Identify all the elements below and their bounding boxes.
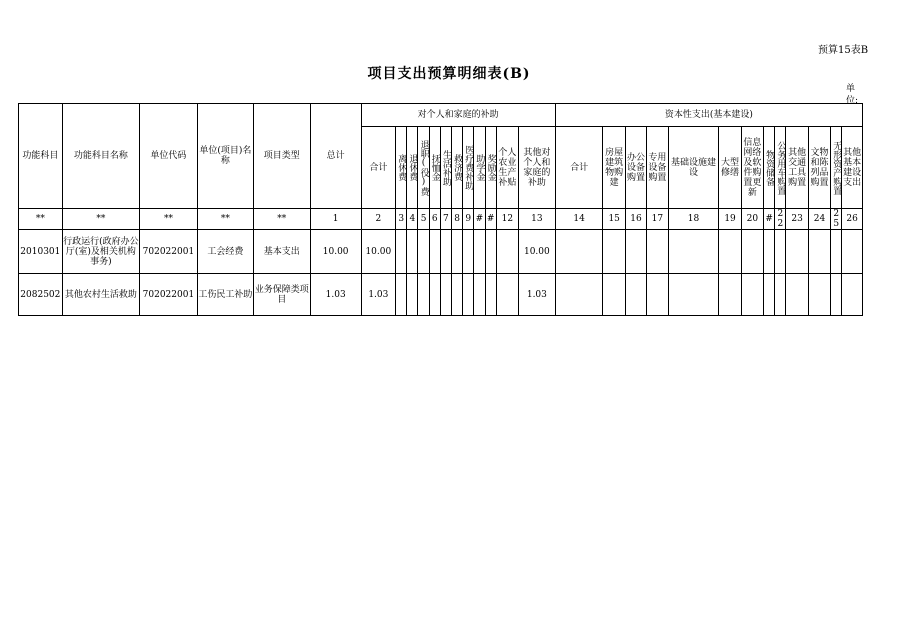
header-c-jiaotong: 其他交通工具购置: [786, 127, 808, 209]
header-p-nongye: 个人农业生产补贴: [496, 127, 518, 209]
header-unit-code: 单位代码: [139, 104, 197, 209]
index-cell: #: [764, 209, 775, 230]
table-row: [19, 274, 863, 316]
row-unit-code: 702022001: [139, 230, 197, 274]
row-unit-name: 工会经费: [197, 230, 253, 274]
header-p-zhuxue: 助学金: [474, 127, 485, 209]
index-cell: 22: [775, 209, 786, 230]
index-cell: **: [139, 209, 197, 230]
index-cell: 8: [451, 209, 462, 230]
index-cell: 16: [625, 209, 646, 230]
index-cell: 14: [555, 209, 603, 230]
index-cell: 4: [407, 209, 418, 230]
index-cell: 19: [719, 209, 741, 230]
index-cell: **: [253, 209, 310, 230]
index-row: [19, 209, 863, 230]
row-func-code: 2010301: [19, 230, 63, 274]
header-func-name: 功能科目名称: [62, 104, 139, 209]
header-c-sum: 合计: [555, 127, 603, 209]
group-capital: 资本性支出(基本建设): [555, 104, 862, 127]
page-title: 项目支出预算明细表(B): [367, 66, 531, 82]
row-func-name: 其他农村生活救助: [62, 274, 139, 316]
row-unit-name: 工伤民工补助: [197, 274, 253, 316]
header-p-jiuji: 救济费: [451, 127, 462, 209]
index-cell: #: [485, 209, 496, 230]
header-total: 总计: [310, 104, 361, 209]
header-c-fangwu: 房屋建筑物购建: [603, 127, 625, 209]
header-row-group: [19, 104, 863, 127]
index-cell: 26: [842, 209, 863, 230]
header-p-fuxu: 抚恤金: [429, 127, 440, 209]
header-project-type: 项目类型: [253, 104, 310, 209]
row-project-type: 业务保障类项目: [253, 274, 310, 316]
row-func-code: 2082502: [19, 274, 63, 316]
header-p-yiliao: 医疗费补助: [463, 127, 474, 209]
index-cell: 3: [396, 209, 407, 230]
index-cell: **: [19, 209, 63, 230]
header-c-other: 其他基本建设支出: [842, 127, 863, 209]
row-p-sum: 1.03: [361, 274, 396, 316]
header-c-wuxing: 无形资产购置: [831, 127, 842, 209]
header-p-tuizhi: 退职(役)费: [418, 127, 429, 209]
row-total: 1.03: [310, 274, 361, 316]
row-unit-code: 702022001: [139, 274, 197, 316]
header-p-sum: 合计: [361, 127, 396, 209]
group-personal: 对个人和家庭的补助: [361, 104, 555, 127]
budget-table: [18, 103, 863, 316]
index-cell: 25: [831, 209, 842, 230]
header-p-jiangli: 奖励金: [485, 127, 496, 209]
row-p-other: 10.00: [519, 230, 556, 274]
index-cell: 13: [519, 209, 556, 230]
header-p-other: 其他对个人和家庭的补助: [519, 127, 556, 209]
index-cell: #: [474, 209, 485, 230]
header-unit-name: 单位(项目)名称: [197, 104, 253, 209]
row-project-type: 基本支出: [253, 230, 310, 274]
row-func-name: 行政运行(政府办公厅(室)及相关机构事务): [62, 230, 139, 274]
header-c-zhuanyong: 专用设备购置: [647, 127, 668, 209]
row-p-other: 1.03: [519, 274, 556, 316]
index-cell: 7: [440, 209, 451, 230]
index-cell: **: [62, 209, 139, 230]
index-cell: 24: [808, 209, 830, 230]
row-total: 10.00: [310, 230, 361, 274]
header-c-wenwu: 文物和陈列品购置: [808, 127, 830, 209]
unit-label: 单位:: [846, 84, 859, 106]
table-row: [19, 230, 863, 274]
index-cell: 20: [741, 209, 763, 230]
index-cell: 2: [361, 209, 396, 230]
index-cell: 18: [668, 209, 719, 230]
index-cell: 12: [496, 209, 518, 230]
row-p-sum: 10.00: [361, 230, 396, 274]
index-cell: 15: [603, 209, 625, 230]
index-cell: 5: [418, 209, 429, 230]
index-cell: 1: [310, 209, 361, 230]
form-number: 预算15表B: [818, 45, 869, 56]
header-p-tuixiu: 退休费: [407, 127, 418, 209]
header-c-xinxi: 信息网络及软件购置更新: [741, 127, 763, 209]
header-p-lixiu: 离休费: [396, 127, 407, 209]
index-cell: 6: [429, 209, 440, 230]
index-cell: 17: [647, 209, 668, 230]
header-c-wuzi: 物资储备: [764, 127, 775, 209]
header-p-shenghuo: 生活补助: [440, 127, 451, 209]
header-c-bangong: 办公设备购置: [625, 127, 646, 209]
header-func-code: 功能科目: [19, 104, 63, 209]
index-cell: **: [197, 209, 253, 230]
header-c-jichu: 基础设施建设: [668, 127, 719, 209]
index-cell: 9: [463, 209, 474, 230]
header-c-gongwu: 公务用车购置: [775, 127, 786, 209]
header-c-daxing: 大型修缮: [719, 127, 741, 209]
index-cell: 23: [786, 209, 808, 230]
